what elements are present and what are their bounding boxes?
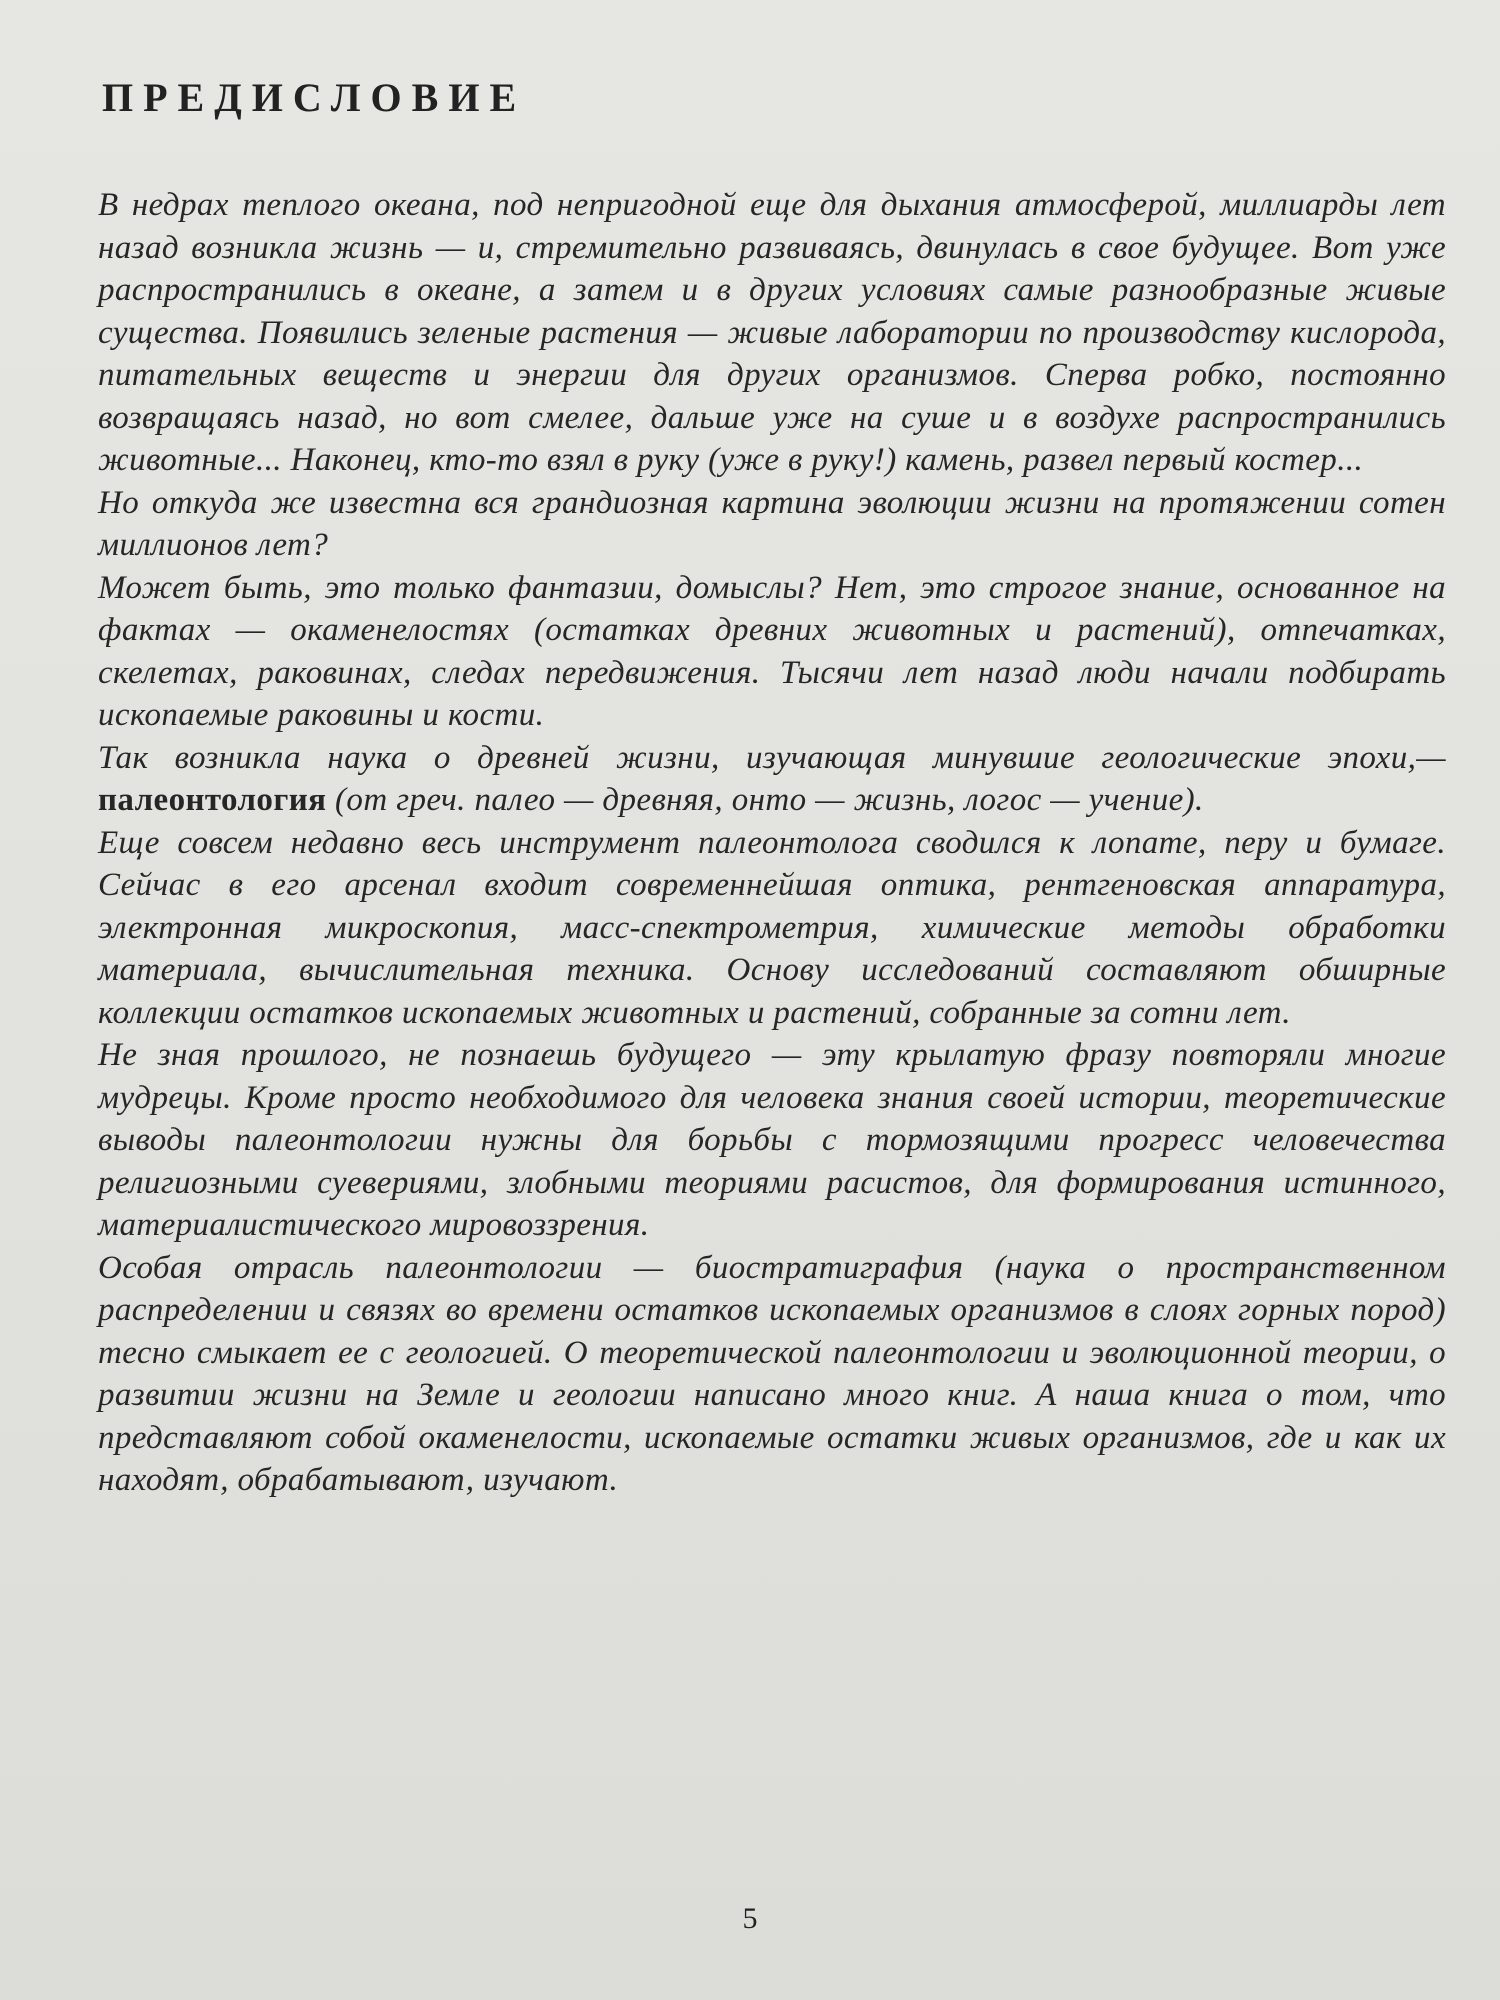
paragraph-3: Может быть, это только фантазии, домыслы? Нет, это строгое знание, основанное на фактах — окаменелостях (остатках древних животных и растений), отпечатках, скелетах, раковинах, следах передвижения. Тысячи лет назад люди начали подбирать ископаемые раковины и кости.	[98, 569, 1446, 733]
paragraph-6: Не зная прошлого, не познаешь будущего — эту крылатую фразу повторяли многие мудрецы. Кроме просто необходимого для человека знания своей истории, теоретические выводы палеонтологии нужны для борьбы с тормозящими прогресс человечества религиозными суевериями, злобными теориями расистов, для формирования истинного, материалистического мировоззрения.	[98, 1037, 1446, 1243]
page-number: 5	[742, 1902, 758, 1935]
body-text	[98, 184, 1446, 1502]
term-paleontology: палеонтология	[98, 782, 327, 818]
paragraph-4-after: (от греч. палео — древняя, онто — жизнь, логос — учение).	[326, 782, 1204, 818]
page-title: ПРЕДИСЛОВИЕ	[102, 75, 527, 120]
paragraph-2: Но откуда же известна вся грандиозная картина эволюции жизни на протяжении сотен миллионов лет?	[98, 484, 1446, 563]
paragraph-4	[98, 737, 1446, 822]
paragraph-5: Еще совсем недавно весь инструмент палеонтолога сводился к лопате, перу и бумаге. Сейчас в его арсенал входит современнейшая оптика, рентгеновская аппаратура, электронная микроскопия, масс-спектрометрия, химические методы обработки материала, вычислительная техника. Основу исследований составляют обширные коллекции остатков ископаемых животных и растений, собранные за сотни лет.	[98, 824, 1446, 1031]
paragraph-7: Особая отрасль палеонтологии — биостратиграфия (наука о пространственном распределении и связях во времени остатков ископаемых организмов в слоях горных пород) тесно смыкает ее с геологией. О теоретической палеонтологии и эволюционной теории, о развитии жизни на Земле и геологии написано много книг. А наша книга о том, что представляют собой окаменелости, ископаемые остатки живых организмов, где и как их находят, обрабатывают, изучают.	[98, 1249, 1446, 1498]
paragraph-4-before: Так возникла наука о древней жизни, изучающая минувшие геологические эпохи,—	[98, 739, 1446, 776]
paragraph-1: В недрах теплого океана, под непригодной еще для дыхания атмосферой, миллиарды лет назад возникла жизнь — и, стремительно развиваясь, двинулась в свое будущее. Вот уже распространились в океане, а затем и в других условиях самые разнообразные живые существа. Появились зеленые растения — живые лаборатории по производству кислорода, питательных веществ и энергии для других организмов. Сперва робко, постоянно возвращаясь назад, но вот смелее, дальше уже на суше и в воздухе распространились животные... Наконец, кто-то взял в руку (уже в руку!) камень, развел первый костер...	[98, 187, 1446, 478]
